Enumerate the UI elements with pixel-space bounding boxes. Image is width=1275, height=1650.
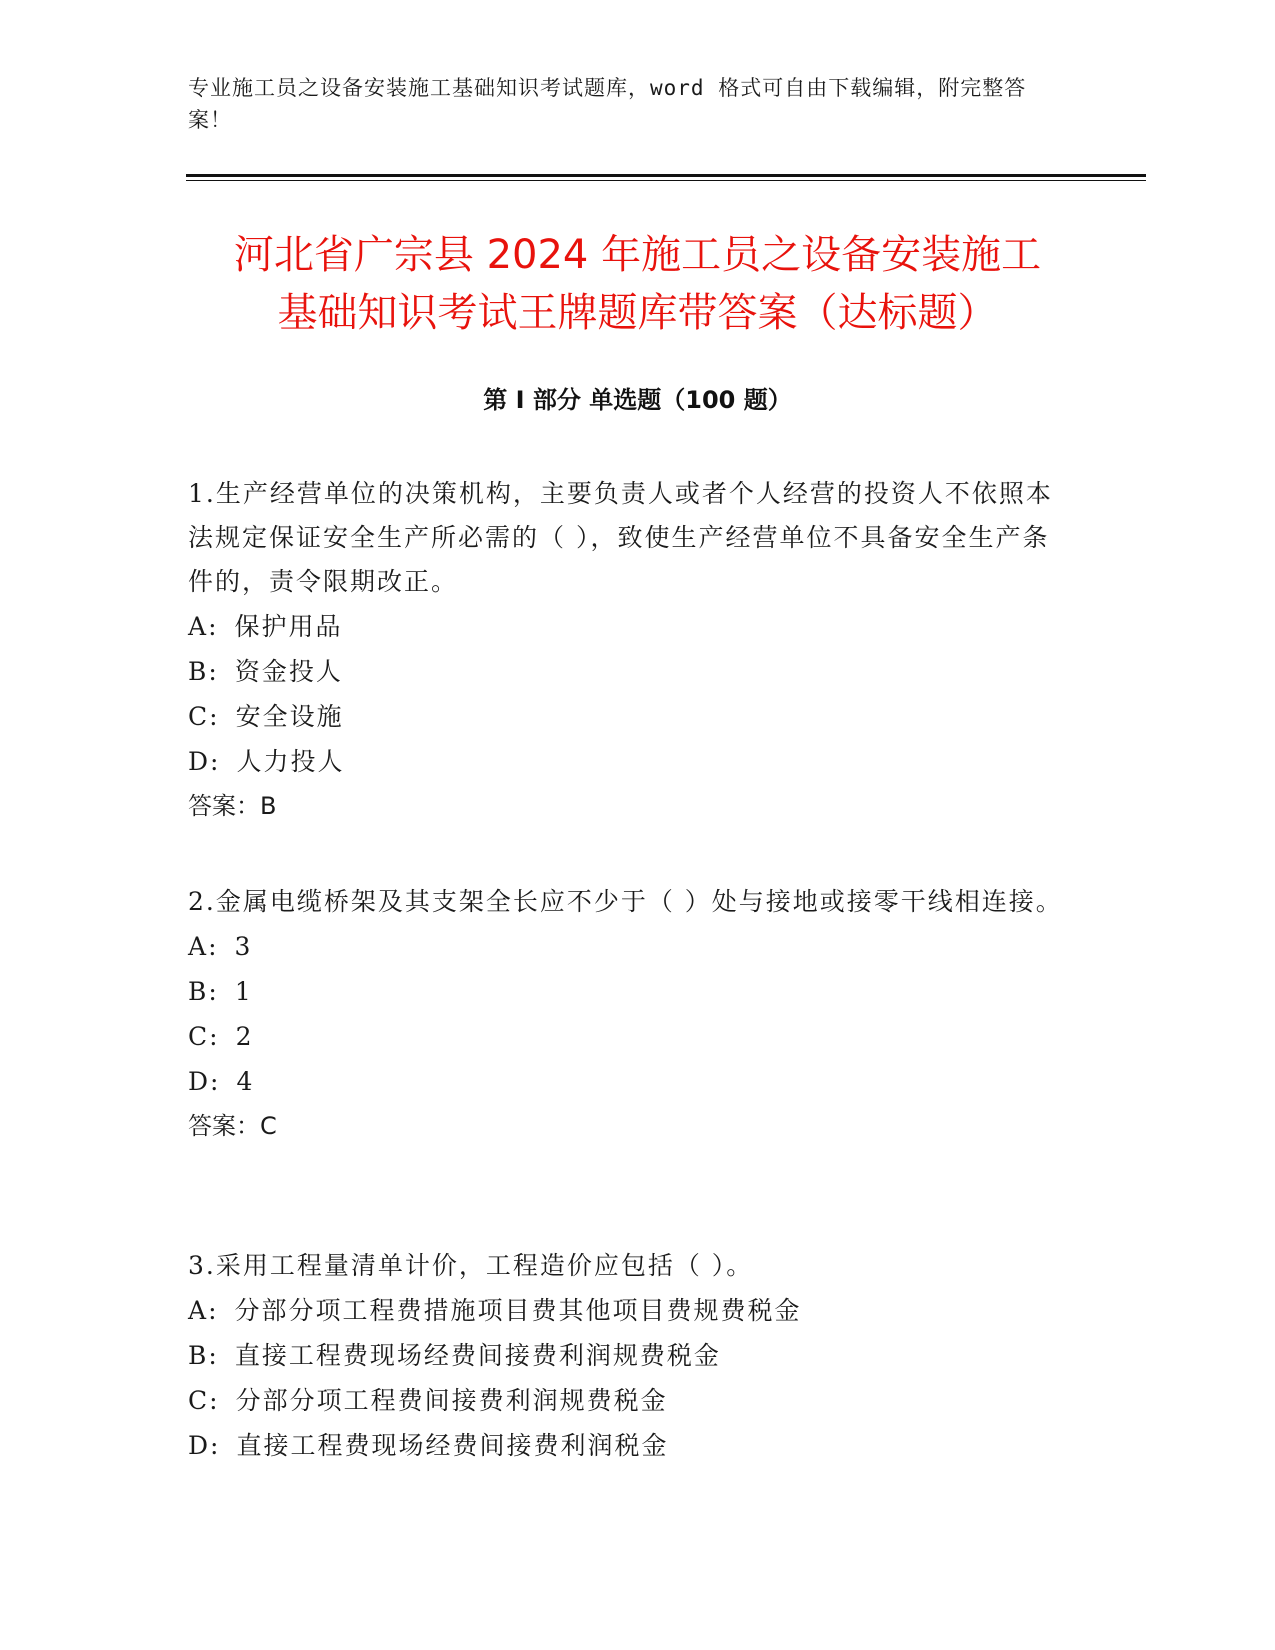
option-letter: A bbox=[188, 932, 209, 961]
option-letter: B bbox=[188, 1341, 209, 1370]
question-option-b bbox=[188, 1333, 1068, 1378]
question-option-a bbox=[188, 924, 1068, 969]
question-2 bbox=[188, 880, 1068, 1148]
option-letter: C bbox=[188, 702, 210, 731]
question-answer: 答案：B bbox=[188, 792, 277, 820]
option-text: 4 bbox=[236, 1067, 255, 1096]
option-letter: B bbox=[188, 657, 209, 686]
option-text: 直接工程费现场经费间接费利润税金 bbox=[236, 1431, 669, 1460]
question-option-c bbox=[188, 1014, 1068, 1059]
question-option-b bbox=[188, 649, 1068, 694]
question-option-a bbox=[188, 604, 1068, 649]
option-separator: : bbox=[208, 612, 219, 641]
option-text: 资金投人 bbox=[234, 657, 343, 686]
option-separator: : bbox=[209, 1386, 220, 1415]
question-3 bbox=[188, 1244, 1068, 1468]
question-option-a bbox=[188, 1288, 1068, 1333]
question-option-c bbox=[188, 694, 1068, 739]
question-option-d bbox=[188, 739, 1068, 784]
option-letter: A bbox=[188, 1296, 209, 1325]
option-text: 直接工程费现场经费间接费利润规费税金 bbox=[234, 1341, 721, 1370]
option-separator: : bbox=[208, 977, 219, 1006]
question-option-c bbox=[188, 1378, 1068, 1423]
option-letter: C bbox=[188, 1386, 210, 1415]
question-option-b bbox=[188, 969, 1068, 1014]
option-letter: D bbox=[188, 1431, 211, 1460]
option-separator: : bbox=[210, 1067, 221, 1096]
question-stem: 3.采用工程量清单计价，工程造价应包括（ ）。 bbox=[188, 1251, 754, 1280]
document-title bbox=[150, 226, 1125, 342]
option-text: 1 bbox=[234, 977, 253, 1006]
option-text: 保护用品 bbox=[234, 612, 343, 641]
option-separator: : bbox=[210, 1431, 221, 1460]
header-note: 专业施工员之设备安装施工基础知识考试题库，word 格式可自由下载编辑，附完整答案！ bbox=[188, 76, 1027, 132]
header-divider-thin bbox=[186, 180, 1146, 181]
question-option-d bbox=[188, 1423, 1068, 1468]
option-text: 分部分项工程费措施项目费其他项目费规费税金 bbox=[234, 1296, 802, 1325]
section-heading: 第 I 部分 单选题（100 题） bbox=[483, 386, 792, 414]
option-separator: : bbox=[208, 932, 219, 961]
option-letter: A bbox=[188, 612, 209, 641]
question-option-d bbox=[188, 1059, 1068, 1104]
question-stem: 2.金属电缆桥架及其支架全长应不少于（ ）处与接地或接零干线相连接。 bbox=[188, 887, 1063, 916]
document-title-line-1: 河北省广宗县 2024 年施工员之设备安装施工 bbox=[233, 232, 1042, 278]
question-answer: 答案：C bbox=[188, 1112, 277, 1140]
option-text: 3 bbox=[234, 932, 253, 961]
question-1 bbox=[188, 472, 1068, 828]
option-separator: : bbox=[208, 1296, 219, 1325]
option-text: 人力投人 bbox=[236, 747, 345, 776]
option-letter: B bbox=[188, 977, 209, 1006]
option-letter: C bbox=[188, 1022, 210, 1051]
question-stem: 1.生产经营单位的决策机构，主要负责人或者个人经营的投资人不依照本法规定保证安全生产所必需的（ ），致使生产经营单位不具备安全生产条件的，责令限期改正。 bbox=[188, 479, 1053, 596]
header-divider-thick bbox=[186, 174, 1146, 177]
option-letter: D bbox=[188, 1067, 211, 1096]
option-text: 分部分项工程费间接费利润规费税金 bbox=[235, 1386, 668, 1415]
option-separator: : bbox=[210, 747, 221, 776]
option-letter: D bbox=[188, 747, 211, 776]
option-separator: : bbox=[208, 657, 219, 686]
option-separator: : bbox=[208, 1341, 219, 1370]
option-separator: : bbox=[209, 1022, 220, 1051]
option-separator: : bbox=[209, 702, 220, 731]
document-title-line-2: 基础知识考试王牌题库带答案（达标题） bbox=[277, 290, 998, 336]
option-text: 安全设施 bbox=[235, 702, 344, 731]
option-text: 2 bbox=[235, 1022, 254, 1051]
